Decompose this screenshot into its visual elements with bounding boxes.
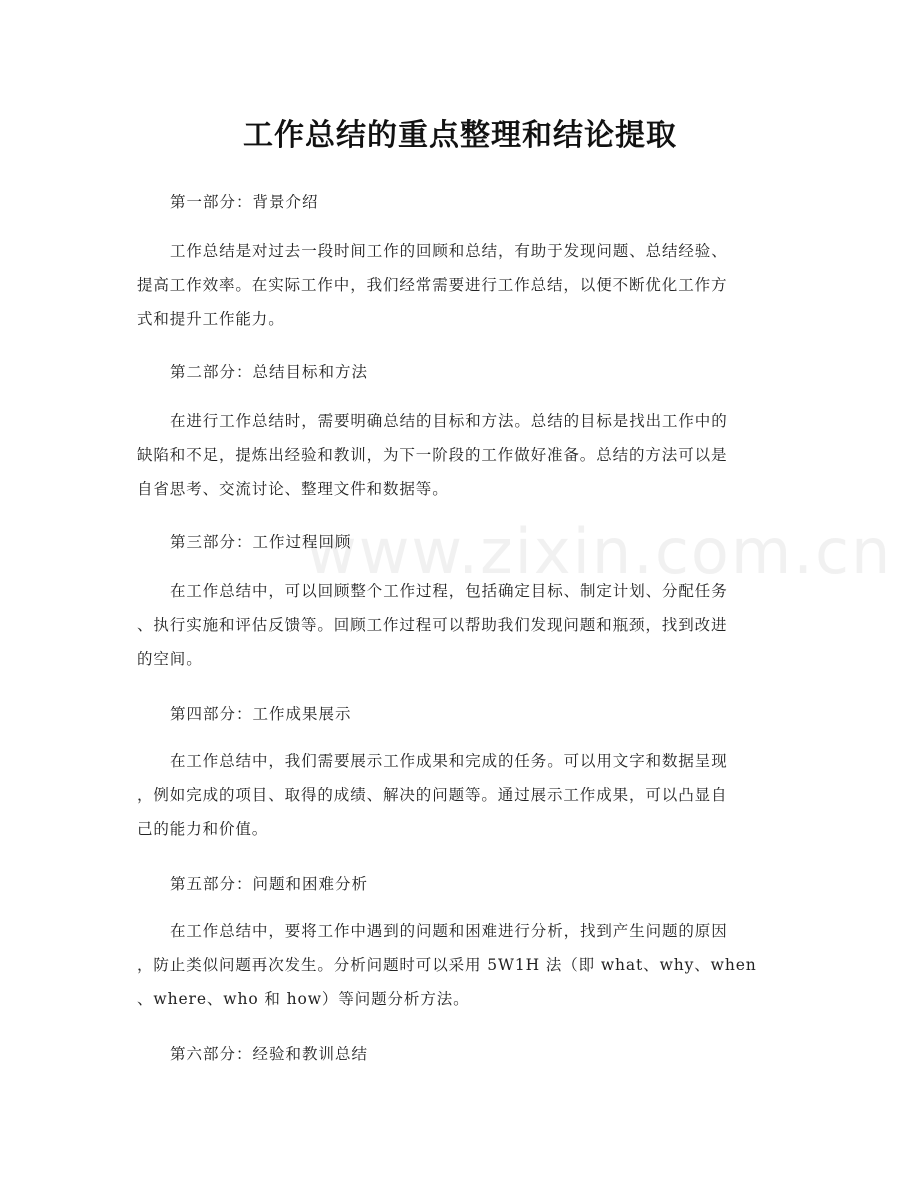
section-heading-2: 第二部分：总结目标和方法 [170, 363, 369, 381]
section-heading-1: 第一部分：背景介绍 [170, 193, 319, 211]
document-title: 工作总结的重点整理和结论提取 [243, 118, 677, 153]
paragraph-line: ，例如完成的项目、取得的成绩、解决的问题等。通过展示工作成果，可以凸显自 [137, 786, 728, 804]
paragraph-line: 在工作总结中，可以回顾整个工作过程，包括确定目标、制定计划、分配任务 [170, 582, 728, 600]
paragraph-line: 提高工作效率。在实际工作中，我们经常需要进行工作总结，以便不断优化工作方 [137, 276, 728, 294]
section-heading-3: 第三部分：工作过程回顾 [170, 533, 352, 551]
paragraph-line: 的空间。 [137, 650, 203, 668]
paragraph-line: 、where、who 和 how）等问题分析方法。 [137, 990, 470, 1008]
paragraph-line: 在工作总结中，要将工作中遇到的问题和困难进行分析，找到产生问题的原因 [170, 922, 728, 940]
paragraph-line: 缺陷和不足，提炼出经验和教训，为下一阶段的工作做好准备。总结的方法可以是 [137, 446, 728, 464]
paragraph-line: 式和提升工作能力。 [137, 310, 285, 328]
section-paragraph-2 [137, 404, 783, 506]
section-heading-4: 第四部分：工作成果展示 [170, 705, 352, 723]
paragraph-line: ，防止类似问题再次发生。分析问题时可以采用 5W1H 法（即 what、why、when [137, 956, 757, 974]
section-paragraph-5 [137, 914, 783, 1016]
section-paragraph-1 [137, 234, 783, 336]
section-paragraph-3 [137, 574, 783, 676]
section-heading-6: 第六部分：经验和教训总结 [170, 1045, 369, 1063]
section-paragraph-4 [137, 744, 783, 846]
paragraph-line: 、执行实施和评估反馈等。回顾工作过程可以帮助我们发现问题和瓶颈，找到改进 [137, 616, 728, 634]
paragraph-line: 在进行工作总结时，需要明确总结的目标和方法。总结的目标是找出工作中的 [170, 412, 728, 430]
watermark: www.zixin.com.cn [306, 515, 893, 588]
paragraph-line: 自省思考、交流讨论、整理文件和数据等。 [137, 480, 449, 498]
section-heading-5: 第五部分：问题和困难分析 [170, 875, 369, 893]
paragraph-line: 在工作总结中，我们需要展示工作成果和完成的任务。可以用文字和数据呈现 [170, 752, 728, 770]
paragraph-line: 己的能力和价值。 [137, 820, 269, 838]
paragraph-line: 工作总结是对过去一段时间工作的回顾和总结，有助于发现问题、总结经验、 [170, 242, 728, 260]
